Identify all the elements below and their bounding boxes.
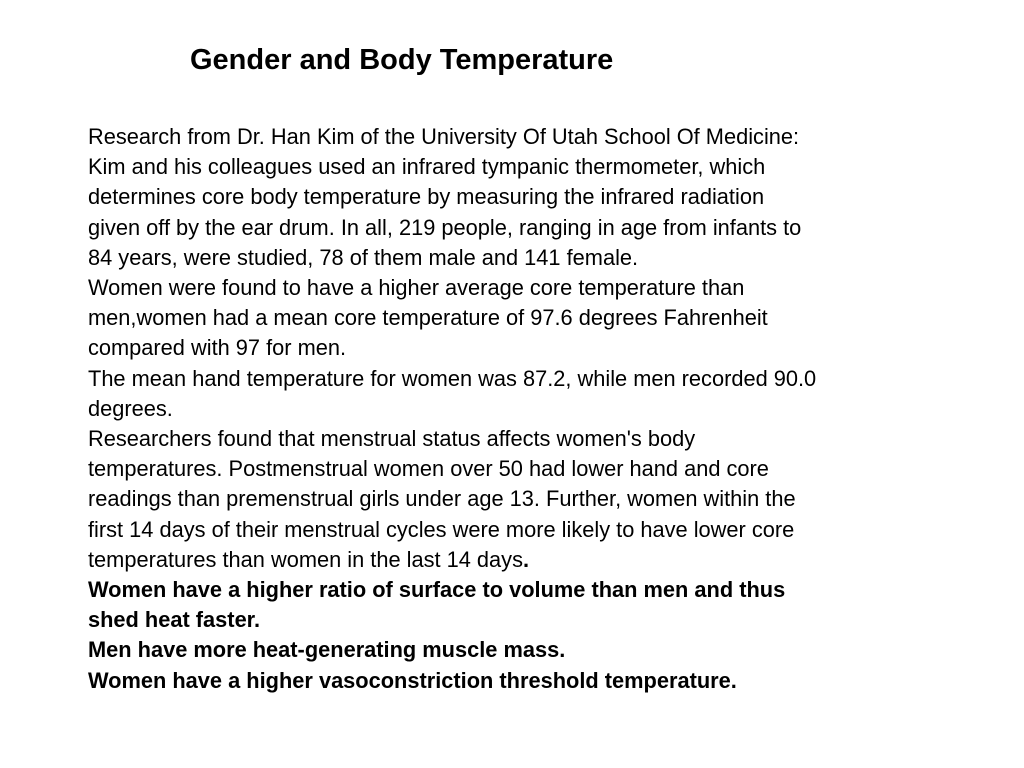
text-line: Research from Dr. Han Kim of the University Of Utah School Of Medicine: xyxy=(88,124,800,149)
text-line: degrees. xyxy=(88,395,173,421)
slide-body xyxy=(88,122,988,696)
trailing-period: . xyxy=(522,546,530,572)
text-line xyxy=(88,545,988,575)
text-line: compared with 97 for men. xyxy=(88,335,347,361)
text-line: Men have more heat-generating muscle mass. xyxy=(88,637,566,663)
paragraph-core-temperature xyxy=(88,273,988,364)
text-line: Kim and his colleagues used an infrared tympanic thermometer, which xyxy=(88,154,766,180)
text-line: first 14 days of their menstrual cycles were more likely to have lower core xyxy=(88,516,795,542)
slide-title: Gender and Body Temperature xyxy=(190,44,614,76)
text-line: men,women had a mean core temperature of 97.6 degrees Fahrenheit xyxy=(88,305,768,331)
text-line: Women have a higher ratio of surface to volume than men and thus xyxy=(88,577,786,603)
paragraph-menstrual-status xyxy=(88,424,988,575)
text-line: temperatures. Postmenstrual women over 50 had lower hand and core xyxy=(88,456,769,482)
bold-statement-surface-volume xyxy=(88,575,988,635)
text-line: readings than premenstrual girls under age 13. Further, women within the xyxy=(88,486,796,512)
text-line: given off by the ear drum. In all, 219 people, ranging in age from infants to xyxy=(88,214,802,240)
text-line: determines core body temperature by measuring the infrared radiation xyxy=(88,184,765,210)
text-line: The mean hand temperature for women was 87.2, while men recorded 90.0 xyxy=(88,365,817,391)
text-line: Women were found to have a higher average core temperature than xyxy=(88,275,745,301)
text-line: 84 years, were studied, 78 of them male and 141 female. xyxy=(88,244,639,270)
bold-statement-muscle-mass xyxy=(88,635,988,665)
paragraph-hand-temperature xyxy=(88,364,988,424)
paragraph-research-intro xyxy=(88,122,988,273)
text-line: shed heat faster. xyxy=(88,607,261,633)
text-line-content: temperatures than women in the last 14 days xyxy=(88,546,523,572)
text-line: Researchers found that menstrual status affects women's body xyxy=(88,426,696,452)
bold-statement-vasoconstriction xyxy=(88,666,988,696)
text-line: Women have a higher vasoconstriction threshold temperature. xyxy=(88,667,737,693)
